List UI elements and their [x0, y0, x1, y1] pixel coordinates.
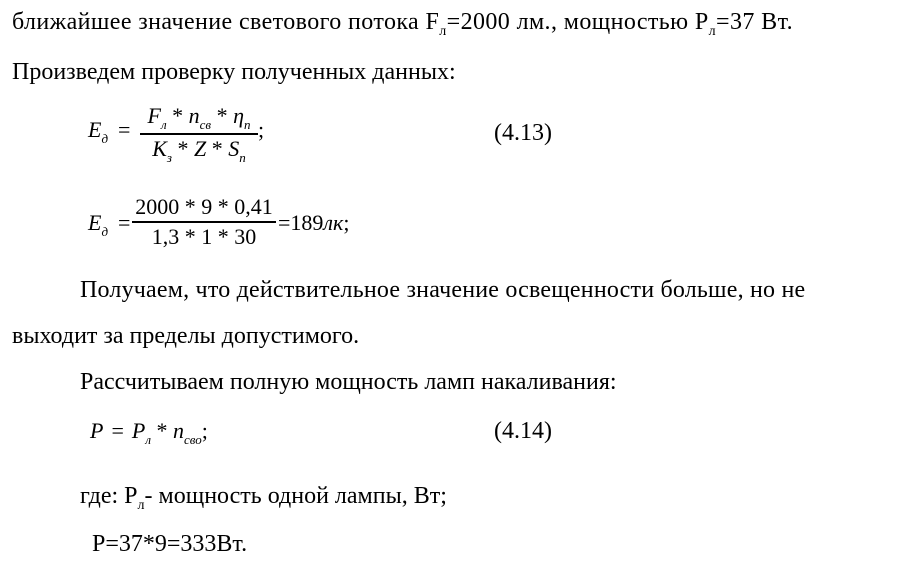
formula2-denominator: 1,3 * 1 * 30 — [151, 223, 257, 249]
formula2-fraction — [132, 195, 276, 249]
line1-mid: =2000 лм., мощностью P — [446, 9, 709, 35]
formula1-denominator: $K_з$ * Z * $S_п$ — [152, 135, 246, 165]
text-line-1 — [12, 8, 793, 40]
formula2-lhs: $E_д$ = — [88, 210, 131, 239]
formula1-numerator: $F_л * n_{св} * \eta_п$ — [147, 103, 251, 132]
formula3-number: (4.14) — [494, 418, 552, 444]
formula2-result: =189лк; — [278, 210, 350, 235]
line1-prefix: ближайшее значение светового потока F — [12, 9, 440, 35]
text-line-2: Произведем проверку полученных данных: — [12, 59, 456, 85]
line1-sub1: л — [439, 24, 447, 39]
formula1-lhs: $E_д$ = — [88, 117, 131, 146]
paragraph-1-line-2: выходит за пределы допустимого. — [12, 323, 360, 349]
line1-suffix: =37 Вт. — [716, 9, 794, 35]
paragraph-2: Рассчитываем полную мощность ламп накаливания: — [80, 369, 617, 395]
where-line: где: $P_л-$ мощность одной лампы, Вт; — [80, 483, 447, 513]
formula1-fraction — [140, 104, 258, 164]
line1-sub2: л — [708, 24, 717, 39]
formula1-number: (4.13) — [494, 120, 552, 146]
formula2-fraction-bar — [132, 221, 276, 223]
result-line: P=37*9=333Вт. — [92, 531, 248, 557]
formula1-fraction-bar — [140, 133, 258, 135]
paragraph-1-line-1: Получаем, что действительное значение освещенности больше, но не — [80, 277, 806, 303]
formula3-body: $P = P_л * n_{сво}$; — [90, 418, 208, 447]
formula1-semicolon: ; — [258, 117, 265, 142]
formula2-numerator: 2000 * 9 * 0,41 — [135, 194, 273, 219]
